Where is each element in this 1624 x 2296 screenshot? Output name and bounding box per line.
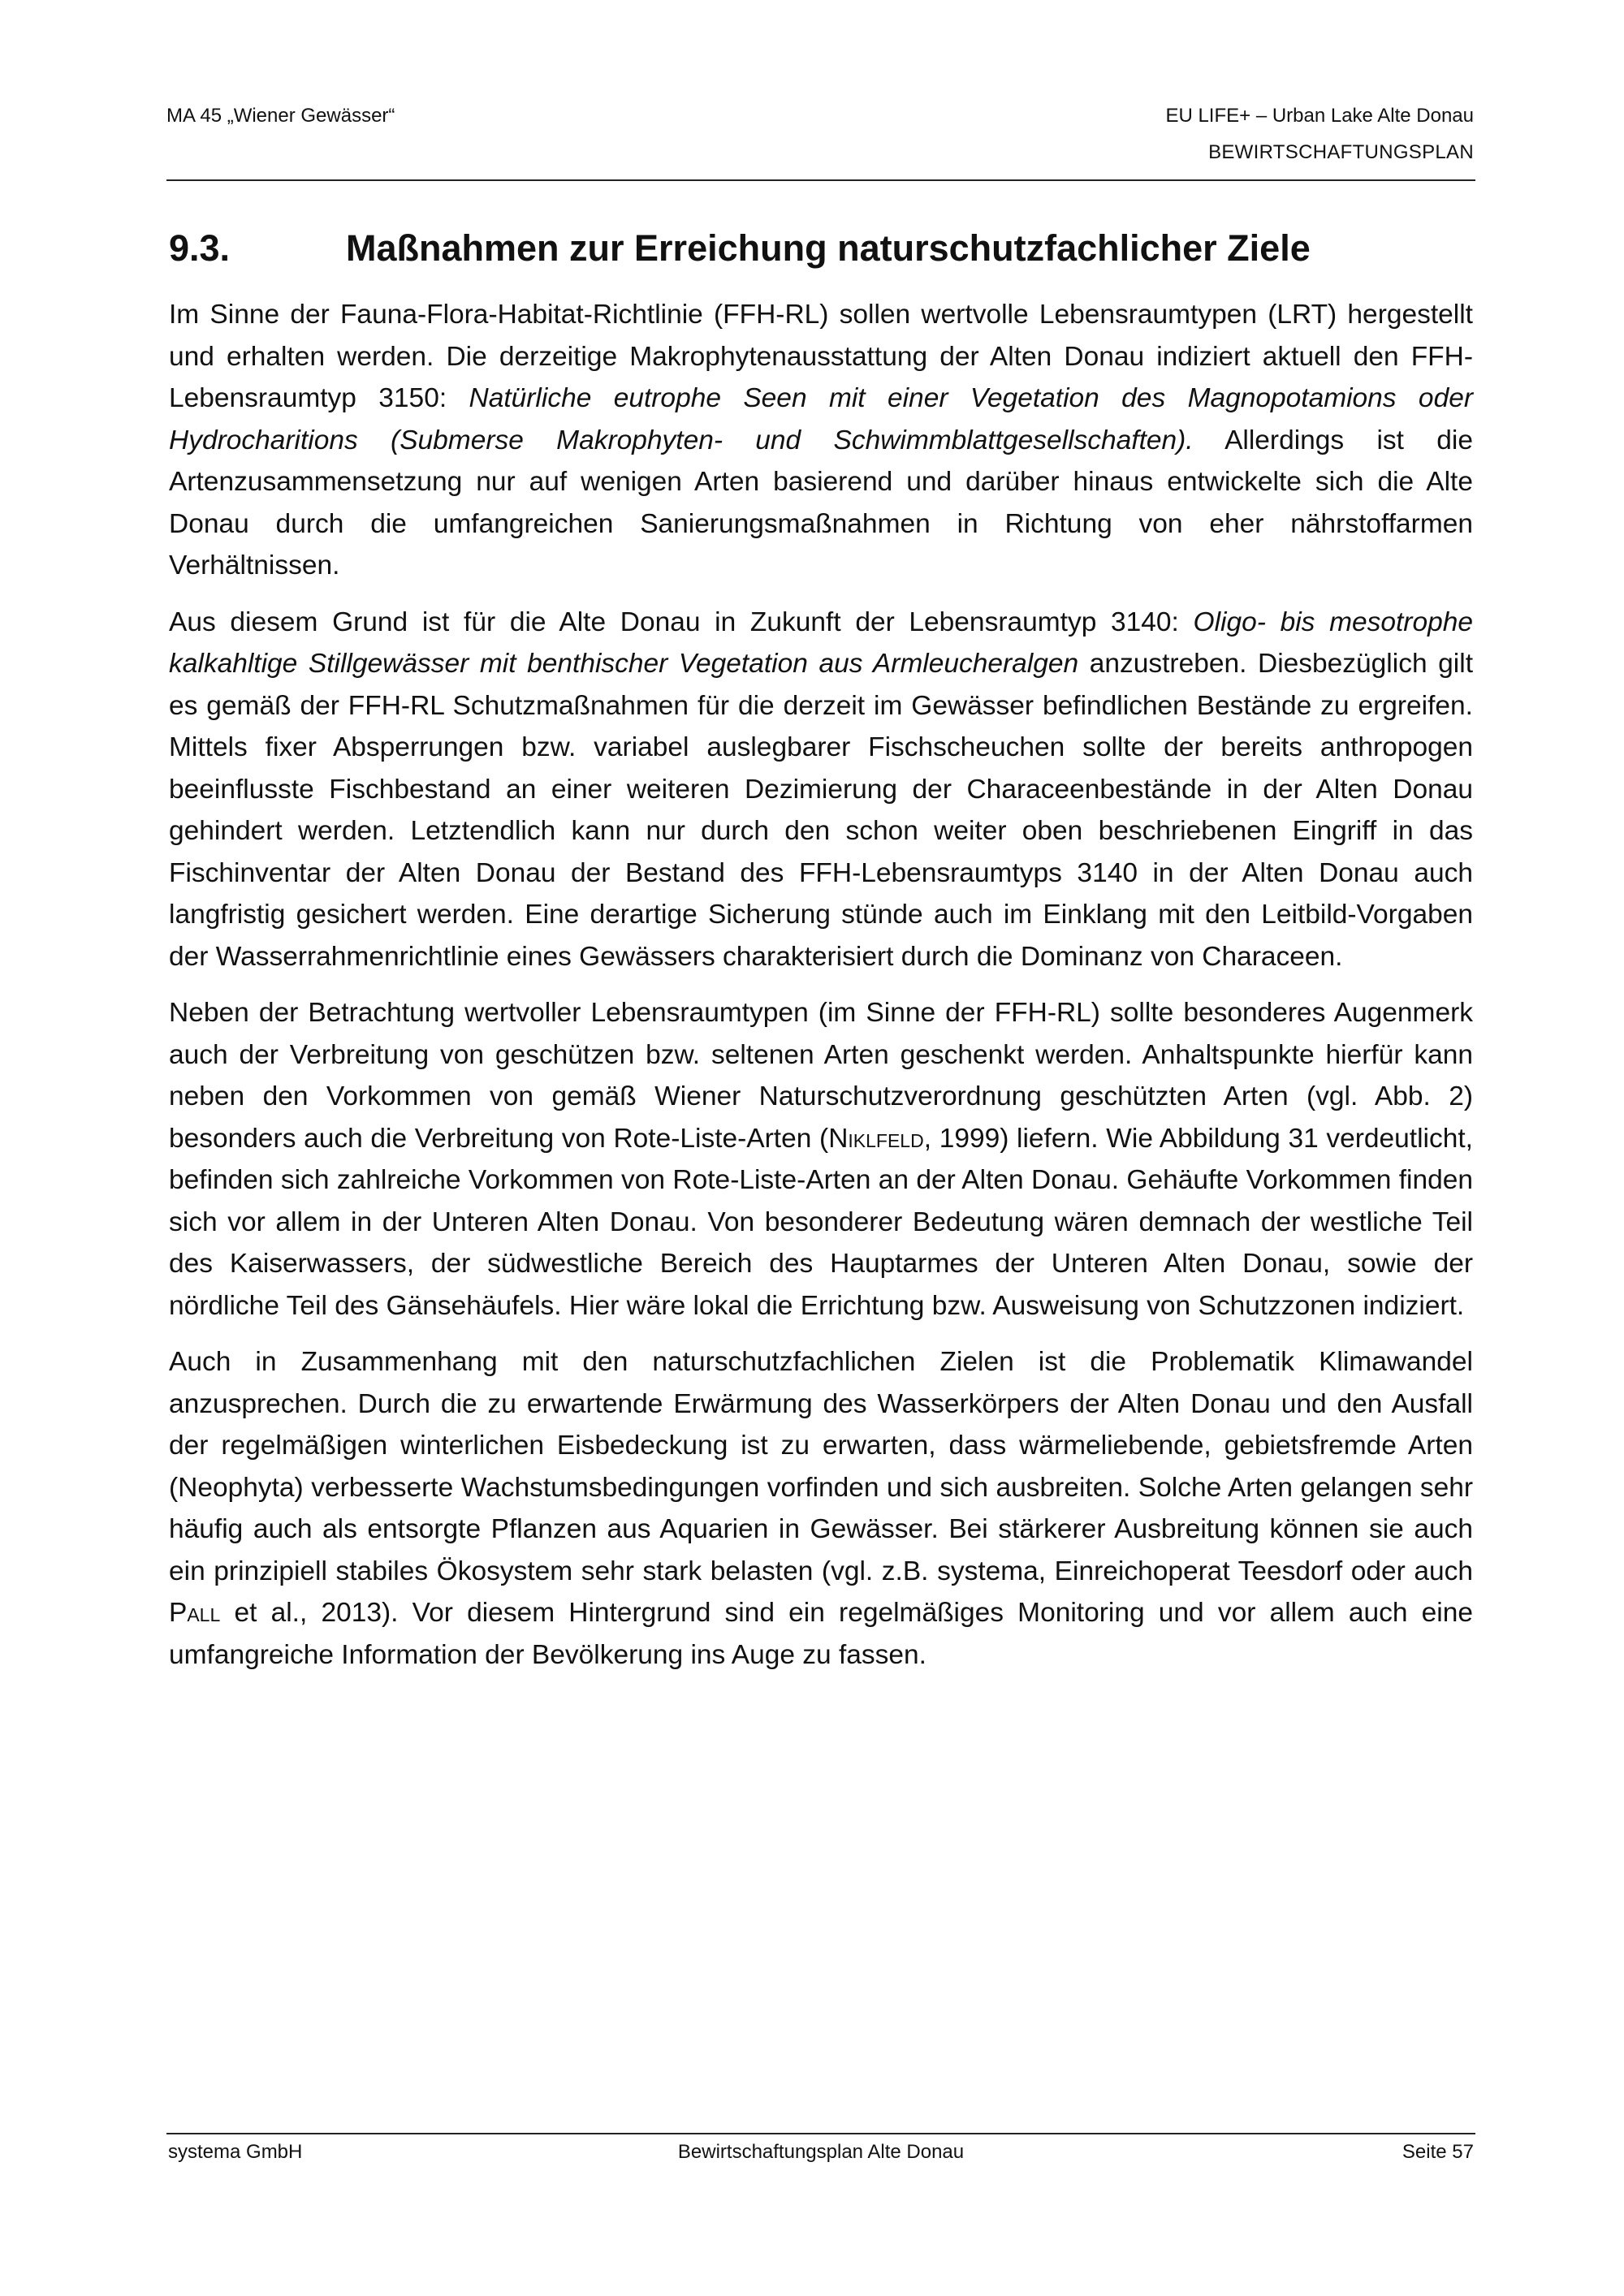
paragraph-3-author: Niklfeld <box>828 1123 924 1154</box>
page-footer <box>166 2133 1475 2167</box>
footer-company: systema GmbH <box>168 2141 303 2163</box>
paragraph-3 <box>169 992 1473 1327</box>
section-title: Maßnahmen zur Erreichung naturschutzfachlicher Ziele <box>346 227 1311 269</box>
paragraph-3-text-a: Neben der Betrachtung wertvoller Lebensraumtypen (im Sinne der FFH-RL) sollte besonderes Augenmerk auch der Verbreitung von geschützen bzw. seltenen Arten geschenkt werden. Anhaltspunkte hierfür kann neben den Vorkommen von gemäß Wiener Naturschutzverordnung geschützten Arten (vgl. Abb. 2) besonders auch die Verbreitung von Rote-Liste-Arten ( <box>169 998 1473 1154</box>
paragraph-2-text-a: Aus diesem Grund ist für die Alte Donau in Zukunft der Lebensraumtyp 3140: <box>169 606 1194 637</box>
paragraph-4 <box>169 1341 1473 1676</box>
page-header <box>166 101 1475 181</box>
paragraph-4-author: Pall <box>169 1598 221 1628</box>
paragraph-2 <box>169 602 1473 978</box>
section-heading <box>169 227 1311 270</box>
header-document-type: BEWIRTSCHAFTUNGSPLAN <box>1208 141 1474 163</box>
paragraph-1-text-a: Im Sinne der Fauna-Flora-Habitat-Richtlinie (FFH-RL) sollen wertvolle Lebensraumtypen (LRT) hergestellt und erhalten werden. Die derzeitige Makrophytenausstattung der Alten Donau indiziert aktuell den FFH-Lebensraumtyp 3150: <box>169 300 1473 413</box>
paragraph-1-text-b: Allerdings ist die Artenzusammensetzung nur auf wenigen Arten basierend und darüber hinaus entwickelte sich die Alte Donau durch die umfangreichen Sanierungsmaßnahmen in Richtung von eher nährstoffarmen Verhältnissen. <box>169 425 1473 580</box>
header-project: EU LIFE+ – Urban Lake Alte Donau <box>1165 105 1474 127</box>
footer-document-title: Bewirtschaftungsplan Alte Donau <box>677 2141 965 2163</box>
paragraph-1-italic: Natürliche eutrophe Seen mit einer Vegetation des Magnopotamions oder Hydrocharitions (Submerse Makrophyten- und Schwimmblattgesellschaften). <box>169 383 1473 455</box>
paragraph-4-text-b: et al., 2013). Vor diesem Hintergrund sind ein regelmäßiges Monitoring und vor allem auch eine umfangreiche Information der Bevölkerung ins Auge zu fassen. <box>169 1598 1473 1670</box>
paragraph-2-italic: Oligo- bis mesotrophe kalkahltige Stillgewässer mit benthischer Vegetation aus Armleucheralgen <box>169 606 1473 679</box>
paragraph-2-text-b: anzustreben. Diesbezüglich gilt es gemäß der FFH-RL Schutzmaßnahmen für die derzeit im Gewässer befindlichen Bestände zu ergreifen. Mittels fixer Absperrungen bzw. variabel auslegbarer Fischscheuchen sollte der bereits anthropogen beeinflusste Fischbestand an einer weiteren Dezimierung der Characeenbestände in der Alten Donau gehindert werden. Letztendlich kann nur durch den schon weiter oben beschriebenen Eingriff in das Fischinventar der Alten Donau der Bestand des FFH-Lebensraumtyps 3140 in der Alten Donau auch langfristig gesichert werden. Eine derartige Sicherung stünde auch im Einklang mit den Leitbild-Vorgaben der Wasserrahmenrichtlinie eines Gewässers charakterisiert durch die Dominanz von Characeen. <box>169 649 1474 972</box>
paragraph-3-text-b: , 1999) liefern. Wie Abbildung 31 verdeutlicht, befinden sich zahlreiche Vorkommen von Rote-Liste-Arten an der Alten Donau. Gehäufte Vorkommen finden sich vor allem in der Unteren Alten Donau. Von besonderer Bedeutung wären demnach der westliche Teil des Kaiserwassers, der südwestliche Bereich des Hauptarmes der Unteren Alten Donau, sowie der nördliche Teil des Gänsehäufels. Hier wäre lokal die Errichtung bzw. Ausweisung von Schutzzonen indiziert. <box>169 1123 1473 1321</box>
footer-page-number: Seite 57 <box>1402 2141 1474 2163</box>
body-text <box>169 294 1473 1690</box>
section-number: 9.3. <box>169 227 231 269</box>
paragraph-4-text-a: Auch in Zusammenhang mit den naturschutzfachlichen Zielen ist die Problematik Klimawandel anzusprechen. Durch die zu erwartende Erwärmung des Wasserkörpers der Alten Donau und den Ausfall der regelmäßigen winterlichen Eisbedeckung ist zu erwarten, dass wärmeliebende, gebietsfremde Arten (Neophyta) verbesserte Wachstumsbedingungen vorfinden und sich ausbreiten. Solche Arten gelangen sehr häufig auch als entsorgte Pflanzen aus Aquarien in Gewässer. Bei stärkerer Ausbreitung können sie auch ein prinzipiell stabiles Ökosystem sehr stark belasten (vgl. z.B. systema, Einreichoperat Teesdorf oder auch <box>169 1347 1473 1586</box>
header-organization: MA 45 „Wiener Gewässer“ <box>166 105 395 127</box>
paragraph-1 <box>169 294 1473 587</box>
